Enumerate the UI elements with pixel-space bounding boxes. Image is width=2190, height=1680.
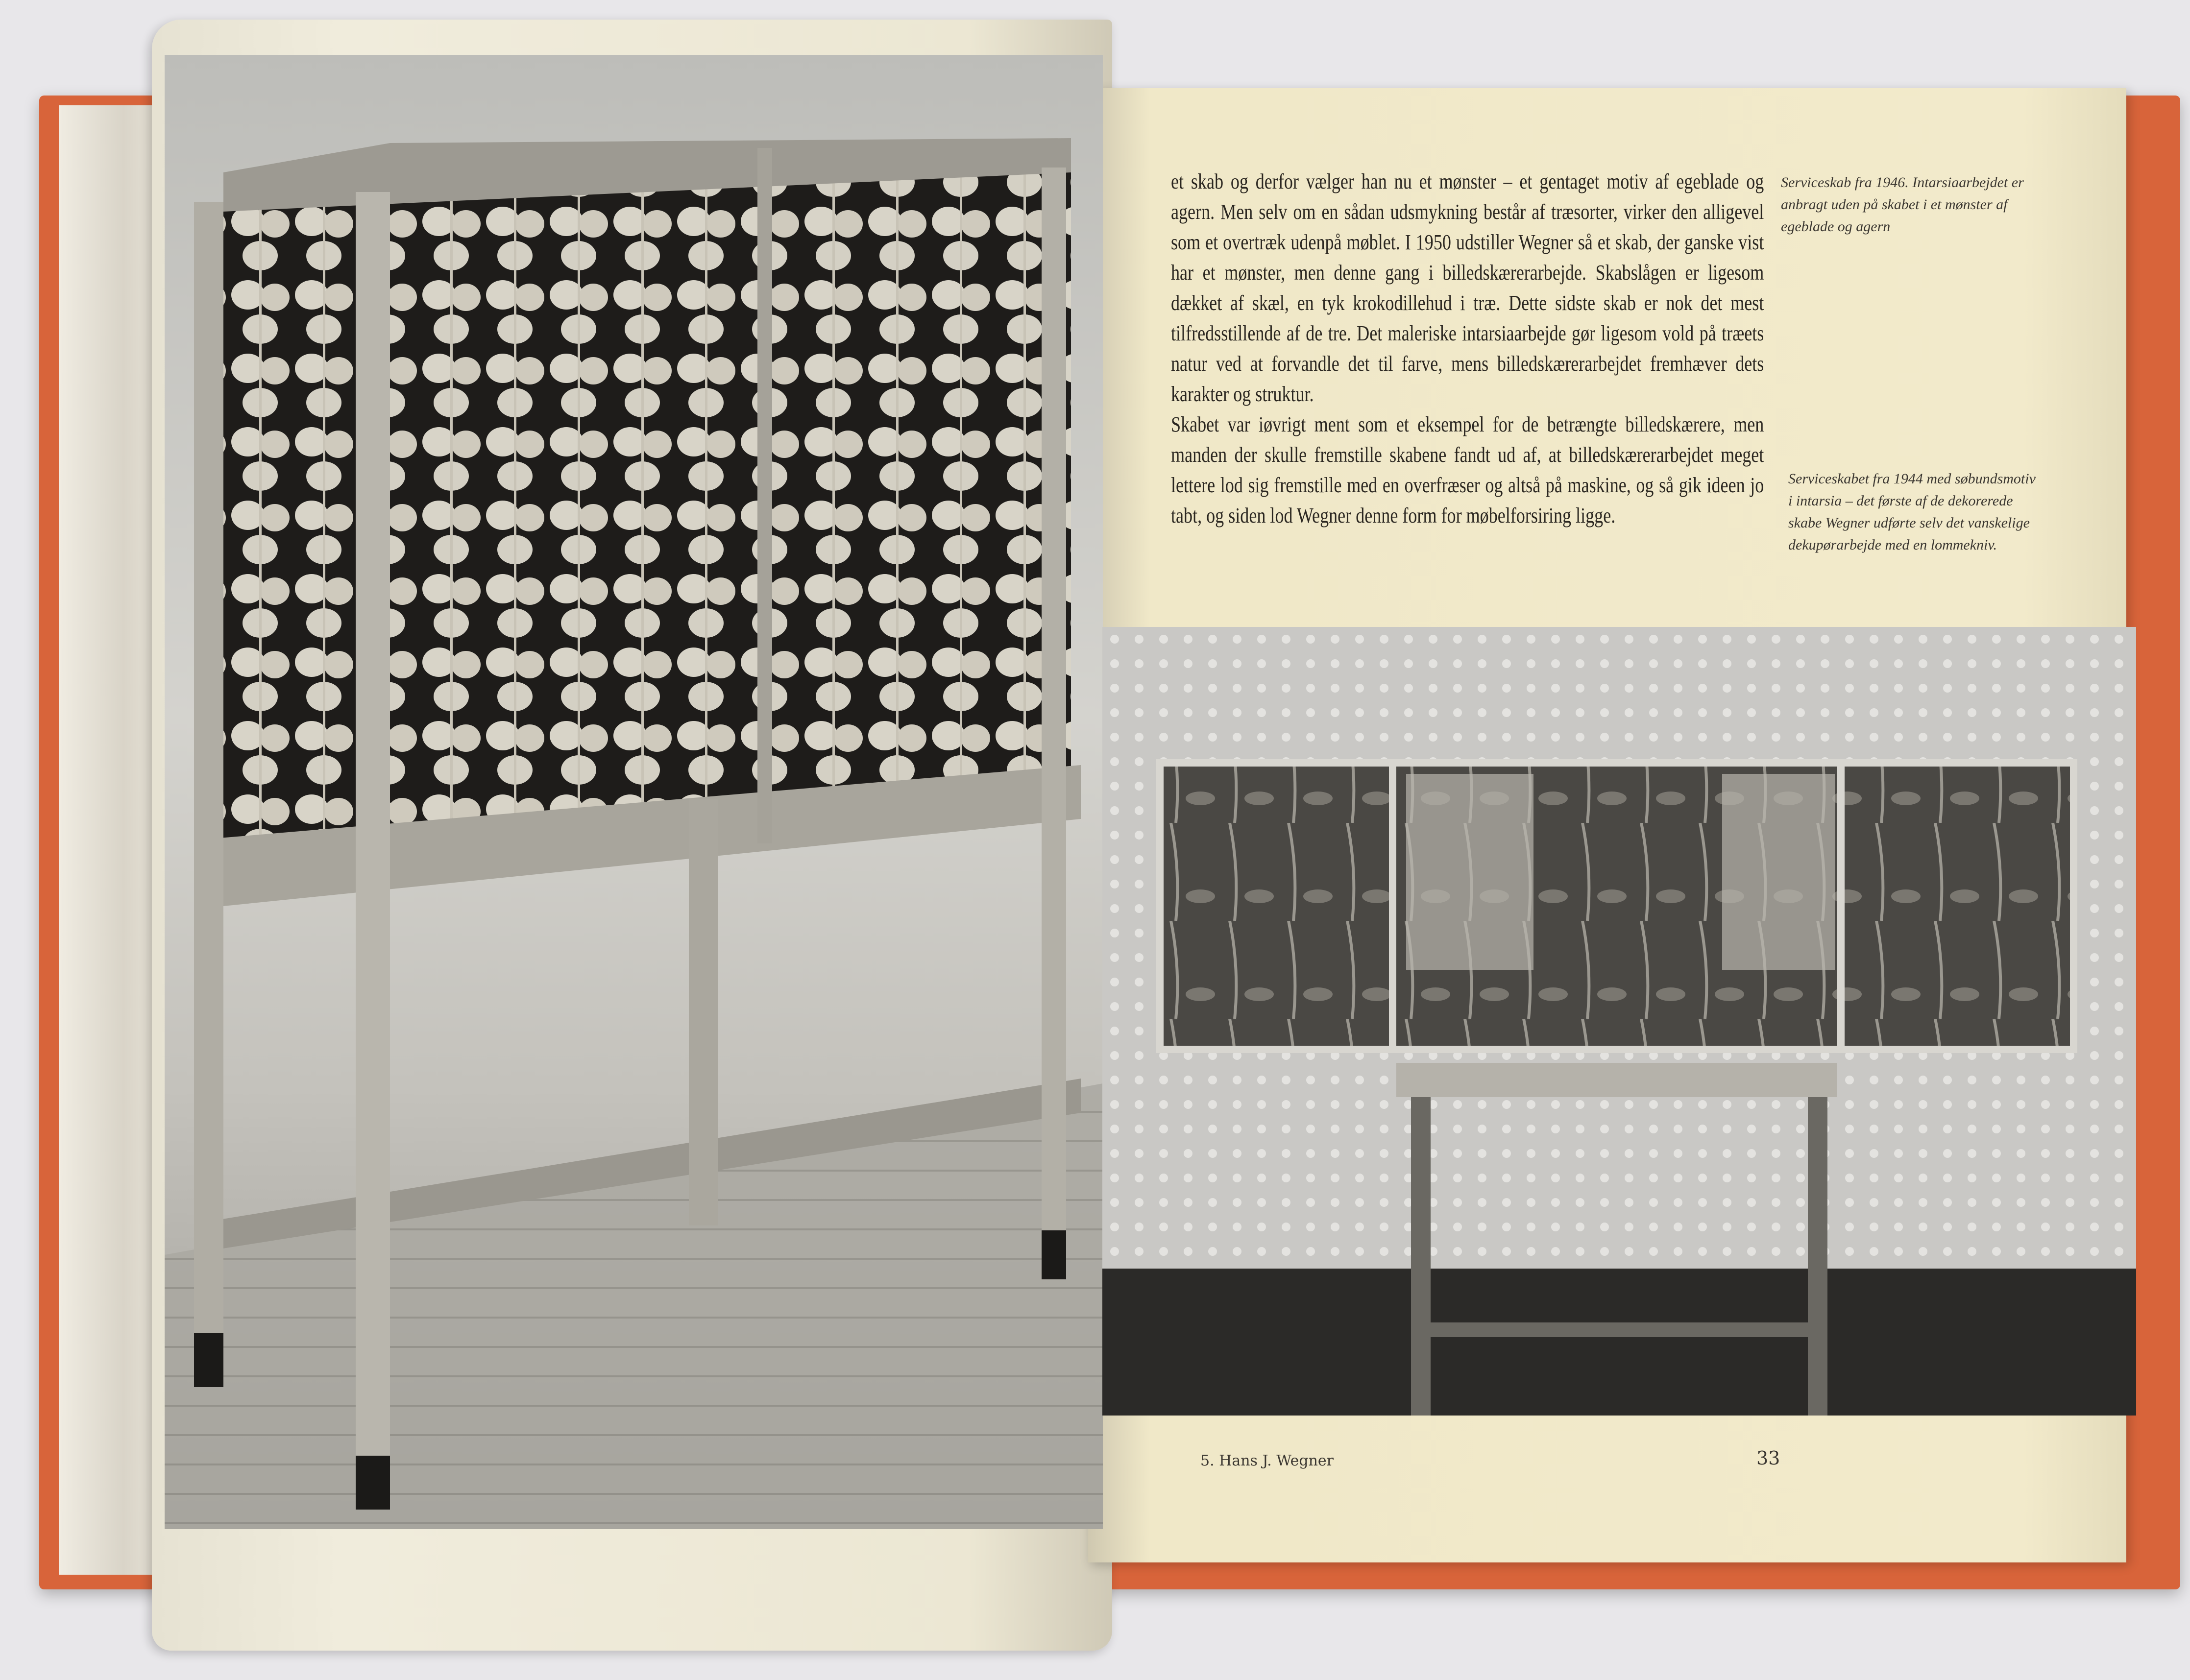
body-text <box>1171 167 1764 531</box>
photo-seabed-cabinet <box>1102 627 2136 1416</box>
caption-top: Serviceskab fra 1946. Intarsiaarbejdet er anbragt uden på skabet i et mønster af egeblade og agern <box>1781 174 2024 235</box>
footer-signature: 5. Hans J. Wegner <box>1200 1452 1334 1469</box>
page-number: 33 <box>1756 1447 1780 1469</box>
paragraph: Skabet var iøvrigt ment som et eksempel for de betrængte billedskærere, men manden der skulle fremstille skabene fandt ud af, at billedskærerarbejdet meget lettere lod sig fremstille med en overfræser og altså på maskine, og så gik ideen jo tabt, og siden lod Wegner denne form for møbelforsiring ligge. <box>1171 412 1764 528</box>
caption-bottom: Serviceskabet fra 1944 med søbundsmotiv i intarsia – det første af de dekorerede skabe Wegner udførte selv det vanskelige dekupørarbejde med en lommekniv. <box>1788 471 2036 553</box>
paragraph: et skab og derfor vælger han nu et mønster – et gentaget motiv af egeblade og agern. Men selv om en sådan udsmykning består af træsorter, virker den alligevel som et overtræk udenpå møblet. I 1950 udstiller Wegner så et skab, der ganske vist har et mønster, men denne gang i billedskærerarbejde. Skabslågen er ligesom dækket af skæl, en tyk krokodillehud i træ. Dette sidste skab er nok det mest tilfredsstillende af de tre. Det maleriske intarsiaarbejde gør ligesom vold på træets natur ved at forvandle det til farve, mens billedskærerarbejdet fremhæver dets karakter og struktur. <box>1171 169 1764 406</box>
photo-oak-leaf-cabinet <box>165 55 1103 1529</box>
page-edges <box>59 105 167 1575</box>
